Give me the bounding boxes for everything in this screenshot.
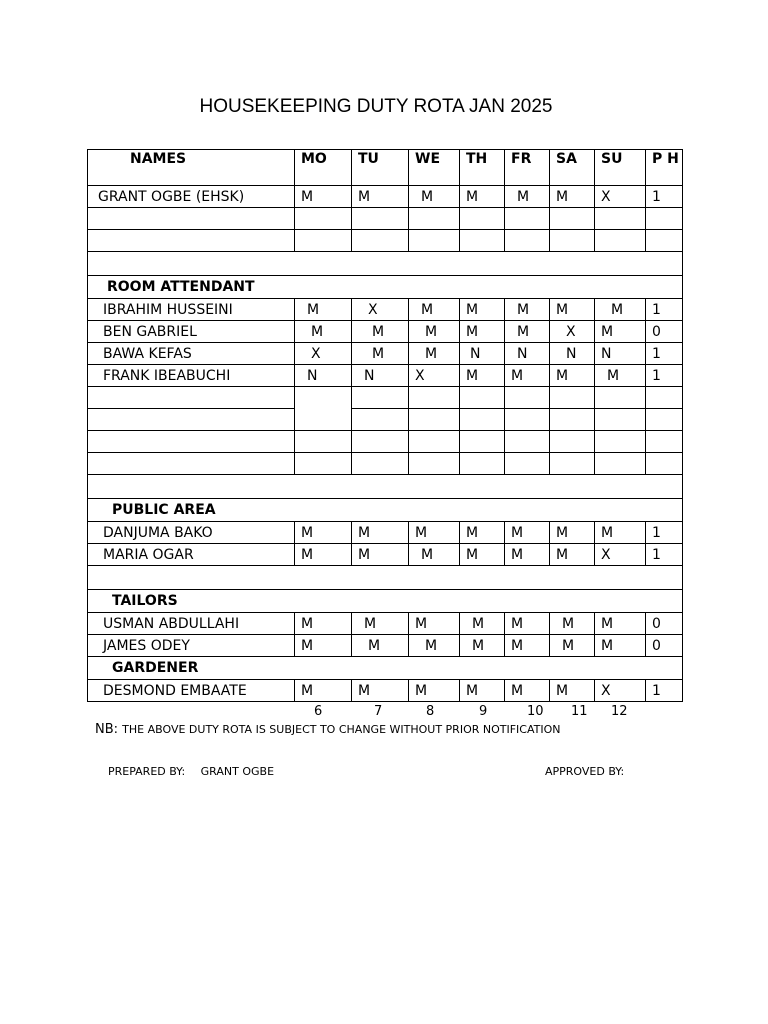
shift-cell: X [595,680,646,702]
ph-cell: 0 [646,635,683,657]
shift-cell: M [505,544,550,566]
col-header-we: WE [409,150,460,186]
shift-cell: M [460,321,505,343]
shift-cell: M [595,635,646,657]
col-header-fr: FR [505,150,550,186]
table-row [88,343,683,365]
shift-cell: M [550,299,595,321]
shift-cell: M [409,321,460,343]
table-row [88,635,683,657]
shift-cell: M [409,680,460,702]
shift-cell: X [352,299,409,321]
shift-cell: M [295,544,352,566]
shift-cell: M [409,635,460,657]
table-row [88,321,683,343]
name-cell: GRANT OGBE (EHSK) [88,186,295,208]
shift-cell: M [505,365,550,387]
ph-cell: 1 [646,680,683,702]
section-title-gardener: GARDENER [88,657,683,680]
shift-cell: M [595,522,646,544]
prepared-by-name: GRANT OGBE [200,765,275,778]
spacer-row [88,566,683,590]
table-row [88,613,683,635]
note-prefix: NB: [95,722,119,737]
empty-row [88,208,683,230]
empty-row [88,453,683,475]
ph-cell: 1 [646,343,683,365]
shift-cell: M [295,321,352,343]
ph-cell: 0 [646,321,683,343]
shift-cell: M [460,544,505,566]
shift-cell: M [295,186,352,208]
col-header-th: TH [460,150,505,186]
shift-cell: M [505,522,550,544]
section-row [88,657,683,680]
shift-cell: M [550,544,595,566]
name-cell: DESMOND EMBAATE [88,680,295,702]
page-title: HOUSEKEEPING DUTY ROTA JAN 2025 [199,96,553,117]
empty-row [88,409,683,431]
shift-cell: M [409,299,460,321]
col-header-names: NAMES [88,150,295,186]
ph-cell: 1 [646,544,683,566]
shift-cell: M [505,299,550,321]
name-cell: USMAN ABDULLAHI [88,613,295,635]
shift-cell: M [550,613,595,635]
shift-cell: M [460,613,505,635]
empty-row [88,230,683,252]
name-cell: FRANK IBEABUCHI [88,365,295,387]
table-row [88,299,683,321]
day-numbers [0,704,768,722]
shift-cell: M [295,680,352,702]
day-number: 7 [374,704,383,719]
prepared-by [108,765,274,778]
name-cell: JAMES ODEY [88,635,295,657]
duty-rota-table [87,149,683,702]
table-row [88,365,683,387]
name-cell: IBRAHIM HUSSEINI [88,299,295,321]
day-number: 10 [527,704,544,719]
col-header-ph: P H [646,150,683,186]
shift-cell: M [409,544,460,566]
shift-cell: M [352,544,409,566]
shift-cell: M [550,186,595,208]
ph-cell: 1 [646,186,683,208]
day-number: 8 [426,704,435,719]
shift-cell: N [550,343,595,365]
col-header-su: SU [595,150,646,186]
shift-cell: M [352,635,409,657]
shift-cell: M [295,299,352,321]
day-number: 11 [571,704,588,719]
shift-cell: M [505,613,550,635]
shift-cell: M [409,522,460,544]
shift-cell: M [550,680,595,702]
shift-cell: M [295,613,352,635]
disclaimer-note [95,722,561,737]
shift-cell: X [595,544,646,566]
shift-cell: M [295,522,352,544]
header-row [88,150,683,186]
shift-cell: M [352,613,409,635]
empty-row [88,387,683,409]
name-cell: BEN GABRIEL [88,321,295,343]
shift-cell: M [595,299,646,321]
shift-cell: M [505,680,550,702]
shift-cell: M [505,321,550,343]
shift-cell: M [505,635,550,657]
shift-cell: M [550,635,595,657]
shift-cell: M [352,186,409,208]
shift-cell: M [352,343,409,365]
ph-cell: 1 [646,299,683,321]
name-cell: DANJUMA BAKO [88,522,295,544]
shift-cell: M [550,365,595,387]
day-number: 12 [611,704,628,719]
shift-cell: M [295,635,352,657]
name-cell: BAWA KEFAS [88,343,295,365]
col-header-sa: SA [550,150,595,186]
prepared-by-label: PREPARED BY: [108,765,186,778]
shift-cell: M [460,365,505,387]
shift-cell: X [595,186,646,208]
table-row [88,522,683,544]
shift-cell: N [295,365,352,387]
shift-cell: M [352,522,409,544]
shift-cell: N [352,365,409,387]
shift-cell: M [409,343,460,365]
shift-cell: M [409,186,460,208]
shift-cell: M [595,613,646,635]
shift-cell: M [595,365,646,387]
shift-cell: X [409,365,460,387]
name-cell: MARIA OGAR [88,544,295,566]
shift-cell: M [352,321,409,343]
col-header-mo: MO [295,150,352,186]
approved-by-label: APPROVED BY: [545,765,625,778]
shift-cell: X [295,343,352,365]
ph-cell: 1 [646,365,683,387]
shift-cell: M [460,680,505,702]
note-text: THE ABOVE DUTY ROTA IS SUBJECT TO CHANGE WITHOUT PRIOR NOTIFICATION [122,723,561,736]
table-row [88,186,683,208]
shift-cell: M [595,321,646,343]
shift-cell: M [505,186,550,208]
section-title-tailors: TAILORS [88,590,683,613]
section-row [88,276,683,299]
empty-row [88,431,683,453]
ph-cell: 0 [646,613,683,635]
section-title-public-area: PUBLIC AREA [88,499,683,522]
section-title-room-attendant: ROOM ATTENDANT [88,276,683,299]
shift-cell: X [550,321,595,343]
section-row [88,590,683,613]
shift-cell: N [505,343,550,365]
shift-cell: M [460,635,505,657]
day-number: 9 [479,704,488,719]
shift-cell: N [595,343,646,365]
table-row [88,680,683,702]
shift-cell: M [460,186,505,208]
day-number: 6 [314,704,323,719]
ph-cell: 1 [646,522,683,544]
shift-cell: M [409,613,460,635]
table-row [88,544,683,566]
shift-cell: N [460,343,505,365]
spacer-row [88,252,683,276]
col-header-tu: TU [352,150,409,186]
section-row [88,499,683,522]
shift-cell: M [460,522,505,544]
spacer-row [88,475,683,499]
shift-cell: M [352,680,409,702]
approved-by [545,765,624,778]
shift-cell: M [460,299,505,321]
shift-cell: M [550,522,595,544]
